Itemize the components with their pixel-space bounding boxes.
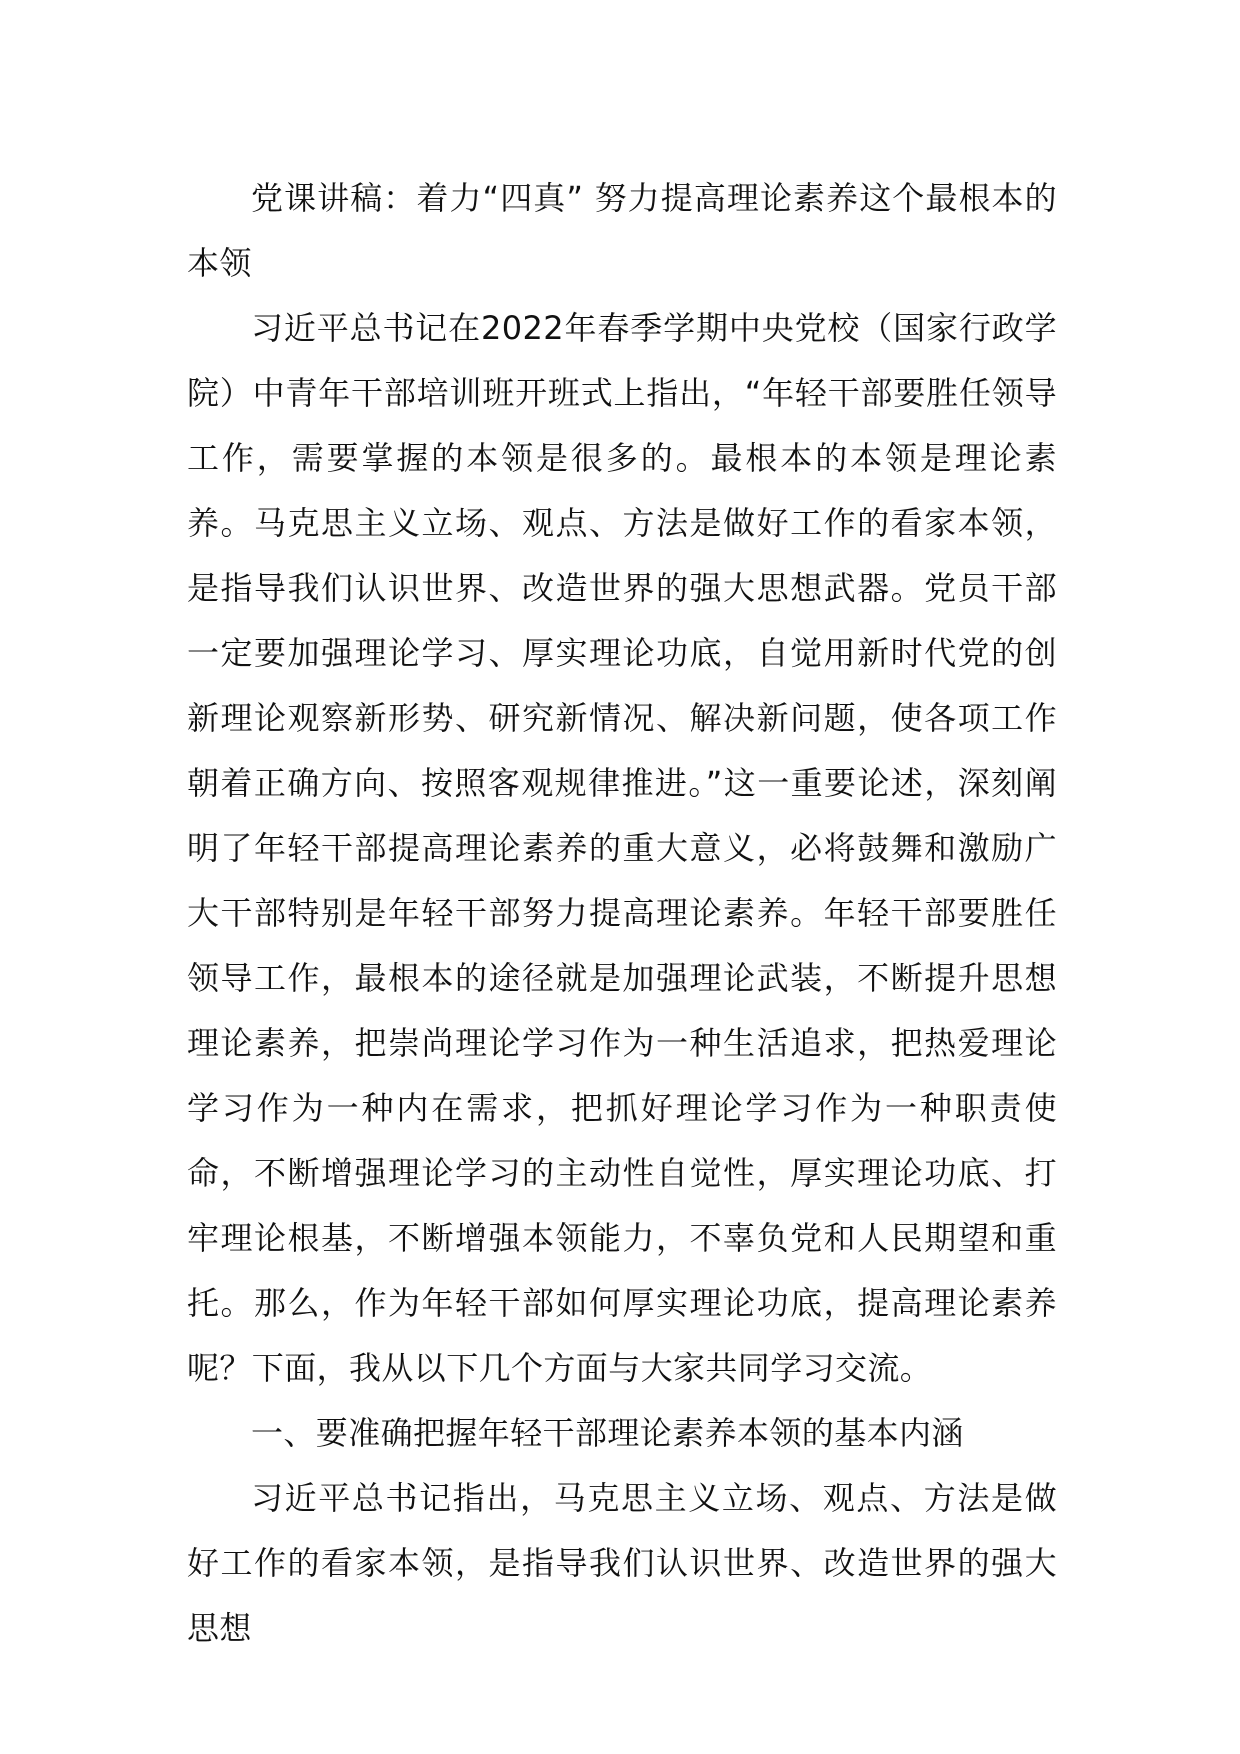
document-body bbox=[187, 166, 1057, 1661]
section-heading: 一、要准确把握年轻干部理论素养本领的基本内涵 bbox=[251, 1414, 964, 1452]
intro-paragraph: 习近平总书记在2022年春季学期中央党校（国家行政学院）中青年干部培训班开班式上指出，“年轻干部要胜任领导工作，需要掌握的本领是很多的。最根本的本领是理论素养。马克思主义立场、观点、方法是做好工作的看家本领，是指导我们认识世界、改造世界的强大思想武器。党员干部一定要加强理论学习、厚实理论功底，自觉用新时代党的创新理论观察新形势、研究新情况、解决新问题，使各项工作朝着正确方向、按照客观规律推进。”这一重要论述，深刻阐明了年轻干部提高理论素养的重大意义，必将鼓舞和激励广大干部特别是年轻干部努力提高理论素养。年轻干部要胜任领导工作，最根本的途径就是加强理论武装，不断提升思想理论素养，把崇尚理论学习作为一种生活追求，把热爱理论学习作为一种内在需求，把抓好理论学习作为一种职责使命，不断增强理论学习的主动性自觉性，厚实理论功底、打牢理论根基，不断增强本领能力，不辜负党和人民期望和重托。那么，作为年轻干部如何厚实理论功底，提高理论素养呢？下面，我从以下几个方面与大家共同学习交流。 bbox=[187, 309, 1057, 1387]
document-title: 党课讲稿：着力“四真” 努力提高理论素养这个最根本的本领 bbox=[187, 179, 1057, 282]
section-paragraph: 习近平总书记指出，马克思主义立场、观点、方法是做好工作的看家本领，是指导我们认识世界、改造世界的强大思想 bbox=[187, 1479, 1057, 1647]
